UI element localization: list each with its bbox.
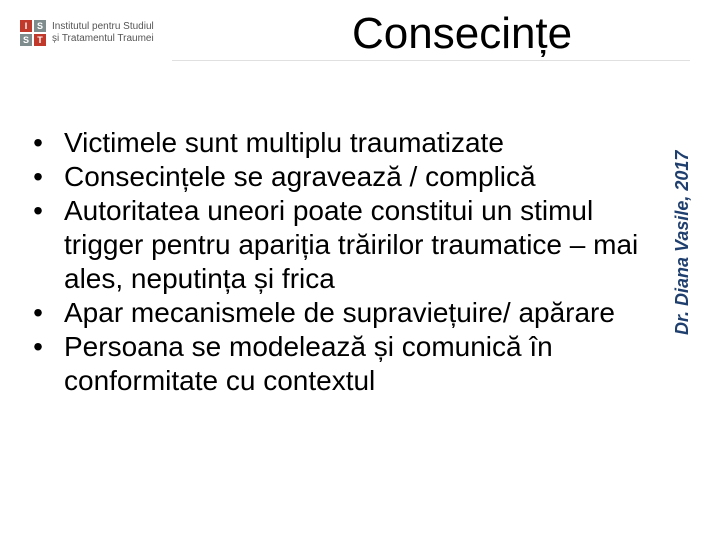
bullet-icon: • bbox=[33, 297, 43, 328]
institute-logo bbox=[20, 20, 154, 46]
bullet-icon: • bbox=[33, 195, 43, 226]
bullet-icon: • bbox=[33, 331, 43, 362]
bullet-list bbox=[28, 126, 668, 398]
bullet-item bbox=[28, 296, 668, 330]
bullet-item bbox=[28, 330, 668, 398]
logo-cell: S bbox=[20, 34, 32, 46]
bullet-text: Apar mecanismele de supraviețuire/ apărare bbox=[64, 297, 615, 328]
title-divider bbox=[172, 60, 690, 61]
bullet-item bbox=[28, 160, 668, 194]
logo-line-2: și Tratamentul Traumei bbox=[52, 33, 154, 44]
logo-line-1: Institutul pentru Studiul bbox=[52, 21, 154, 32]
slide-title: Consecințe bbox=[352, 9, 573, 58]
bullet-item bbox=[28, 194, 668, 296]
bullet-text: Persoana se modelează și comunică în conformitate cu contextul bbox=[64, 331, 553, 396]
bullet-text: Victimele sunt multiplu traumatizate bbox=[64, 127, 504, 158]
logo-cell: T bbox=[34, 34, 46, 46]
bullet-icon: • bbox=[33, 161, 43, 192]
side-credit: Dr. Diana Vasile, 2017 bbox=[672, 150, 692, 335]
logo-text bbox=[52, 21, 154, 45]
logo-cell: I bbox=[20, 20, 32, 32]
logo-cell: S bbox=[34, 20, 46, 32]
bullet-text: Consecințele se agravează / complică bbox=[64, 161, 536, 192]
bullet-icon: • bbox=[33, 127, 43, 158]
bullet-text: Autoritatea uneori poate constitui un stimul trigger pentru apariția trăirilor traumatice – mai ales, neputința și frica bbox=[64, 195, 639, 294]
bullet-item bbox=[28, 126, 668, 160]
logo-mark bbox=[20, 20, 46, 46]
